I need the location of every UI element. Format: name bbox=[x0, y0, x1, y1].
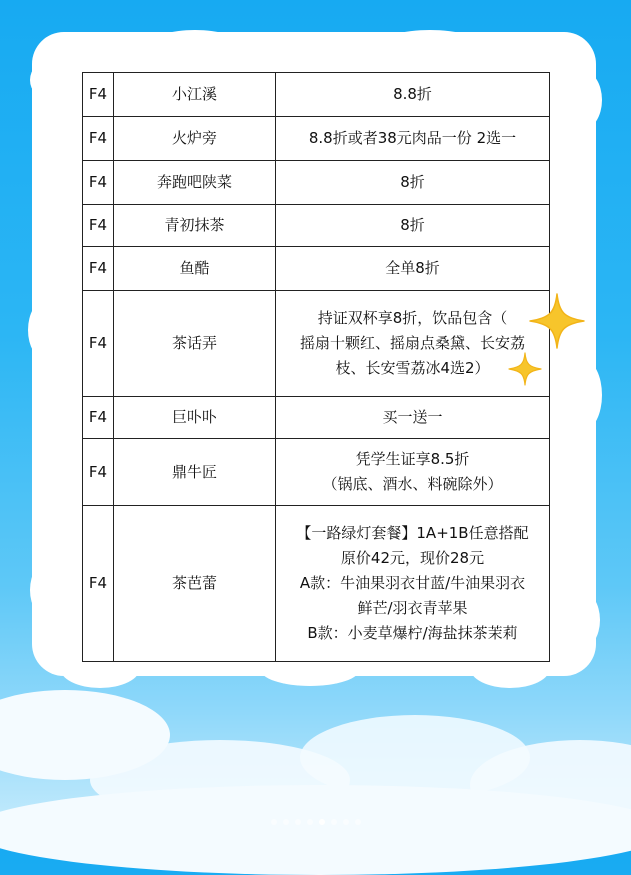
pagination-dot[interactable] bbox=[295, 819, 301, 825]
offer-line: （锅底、酒水、料碗除外） bbox=[322, 475, 503, 493]
floor-cell: F4 bbox=[83, 205, 114, 247]
card-puff bbox=[566, 360, 602, 430]
card-puff bbox=[380, 30, 480, 60]
offer-line: 持证双杯享8折，饮品包含（ bbox=[317, 309, 508, 327]
offer-line: B款：小麦草爆柠/海盐抹茶茉莉 bbox=[307, 624, 518, 642]
store-name-cell: 巨卟卟 bbox=[114, 397, 276, 439]
table-row bbox=[83, 506, 550, 662]
store-name-cell: 鼎牛匠 bbox=[114, 439, 276, 506]
pagination-dot[interactable] bbox=[319, 819, 325, 825]
pagination-dots bbox=[0, 810, 631, 829]
offer-line: 8.8折或者38元肉品一份 2选一 bbox=[308, 129, 517, 147]
table-row bbox=[83, 397, 550, 439]
offer-cell bbox=[276, 439, 550, 506]
offer-line: 枝、长安雪荔冰4选2） bbox=[335, 359, 490, 377]
offer-cell bbox=[276, 247, 550, 291]
card-puff bbox=[28, 300, 64, 360]
discount-table bbox=[82, 72, 550, 662]
floor-cell: F4 bbox=[83, 161, 114, 205]
store-name-cell: 火炉旁 bbox=[114, 117, 276, 161]
table-row bbox=[83, 247, 550, 291]
offer-cell bbox=[276, 117, 550, 161]
card-puff bbox=[562, 70, 602, 130]
store-name-cell: 小江溪 bbox=[114, 73, 276, 117]
offer-line: 全单8折 bbox=[385, 259, 440, 277]
offer-line: 原价42元，现价28元 bbox=[340, 549, 485, 567]
store-name-cell: 鱼酷 bbox=[114, 247, 276, 291]
table-row bbox=[83, 73, 550, 117]
pagination-dot[interactable] bbox=[355, 819, 361, 825]
store-name-cell: 茶话弄 bbox=[114, 291, 276, 397]
pagination-dot[interactable] bbox=[283, 819, 289, 825]
store-name-cell: 奔跑吧陕菜 bbox=[114, 161, 276, 205]
sparkle-icon bbox=[528, 292, 586, 350]
offer-line: 8折 bbox=[400, 173, 425, 191]
sparkle-icon bbox=[508, 352, 542, 386]
floor-cell: F4 bbox=[83, 291, 114, 397]
table-row bbox=[83, 117, 550, 161]
offer-line: 8.8折 bbox=[393, 85, 432, 103]
offer-line: 买一送一 bbox=[382, 408, 443, 426]
offer-line: 鲜芒/羽衣青苹果 bbox=[357, 599, 468, 617]
pagination-dot[interactable] bbox=[271, 819, 277, 825]
cloud-icon bbox=[0, 785, 631, 875]
offer-cell bbox=[276, 73, 550, 117]
card-puff bbox=[30, 560, 70, 620]
card-puff bbox=[150, 30, 240, 60]
floor-cell: F4 bbox=[83, 117, 114, 161]
table-row bbox=[83, 161, 550, 205]
store-name-cell: 青初抹茶 bbox=[114, 205, 276, 247]
offer-line: 凭学生证享8.5折 bbox=[355, 450, 470, 468]
offer-line: 摇扇十颗红、摇扇点桑黛、长安荔 bbox=[299, 334, 525, 352]
table-row bbox=[83, 439, 550, 506]
card-puff bbox=[30, 60, 70, 100]
floor-cell: F4 bbox=[83, 506, 114, 662]
floor-cell: F4 bbox=[83, 73, 114, 117]
offer-line: 8折 bbox=[400, 216, 425, 234]
floor-cell: F4 bbox=[83, 397, 114, 439]
pagination-dot[interactable] bbox=[331, 819, 337, 825]
table-row bbox=[83, 205, 550, 247]
floor-cell: F4 bbox=[83, 247, 114, 291]
offer-cell bbox=[276, 205, 550, 247]
offer-cell bbox=[276, 161, 550, 205]
pagination-dot[interactable] bbox=[343, 819, 349, 825]
card-puff bbox=[560, 590, 600, 650]
offer-line: A款：牛油果羽衣甘蓝/牛油果羽衣 bbox=[299, 574, 526, 592]
table-row bbox=[83, 291, 550, 397]
offer-line: 【一路绿灯套餐】1A+1B任意搭配 bbox=[296, 524, 529, 542]
store-name-cell: 茶芭蕾 bbox=[114, 506, 276, 662]
pagination-dot[interactable] bbox=[307, 819, 313, 825]
offer-cell bbox=[276, 397, 550, 439]
offer-cell bbox=[276, 506, 550, 662]
floor-cell: F4 bbox=[83, 439, 114, 506]
